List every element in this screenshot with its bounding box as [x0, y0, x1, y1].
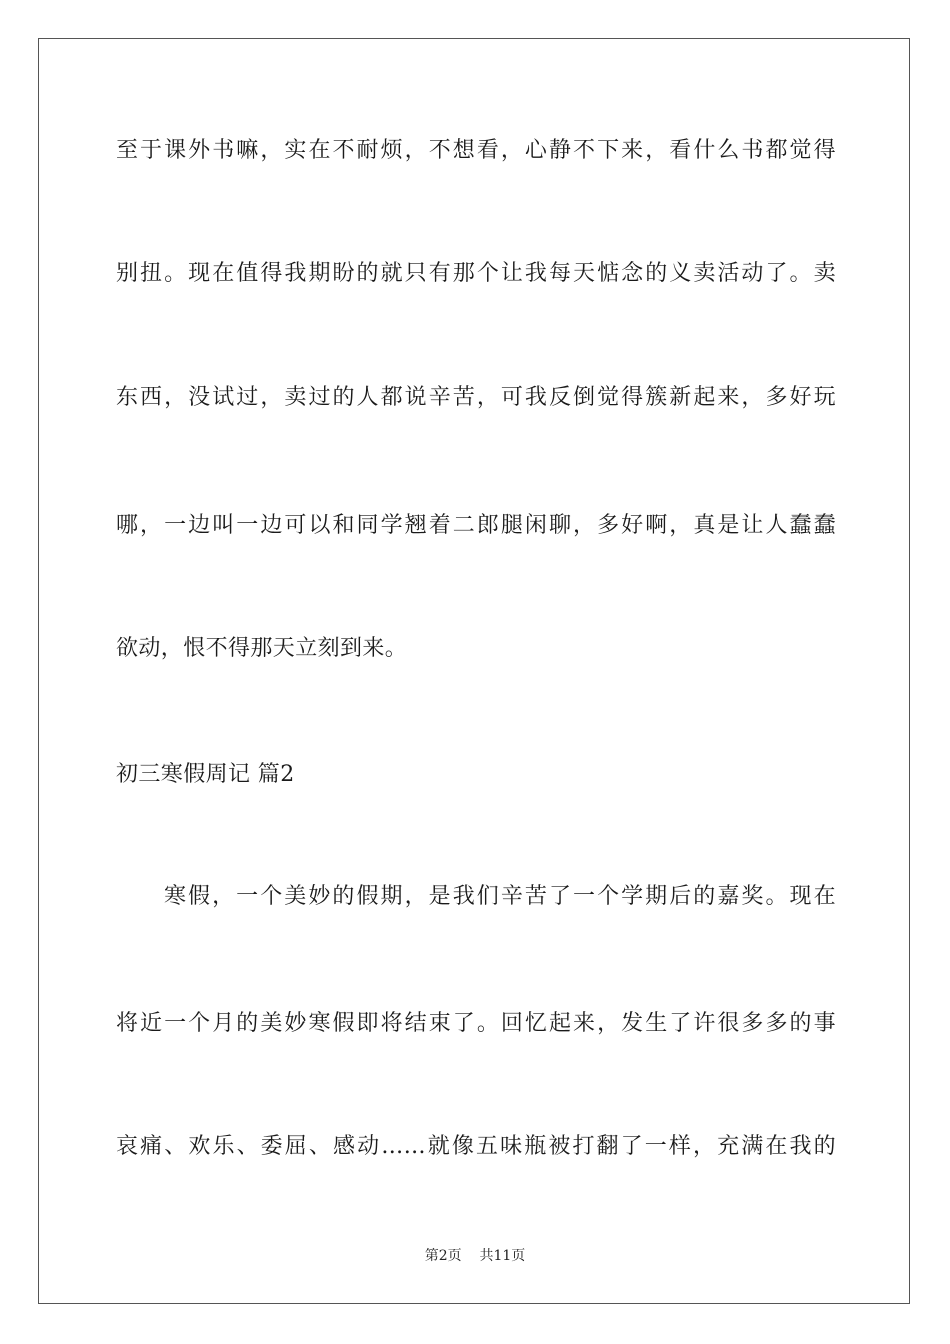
page-footer	[0, 1246, 950, 1266]
paragraph-line: 哪，一边叫一边可以和同学翘着二郎腿闲聊，多好啊，真是让人蠢蠢	[116, 513, 836, 538]
page-number: 第2页	[424, 1248, 462, 1264]
paragraph-line: 寒假，一个美妙的假期，是我们辛苦了一个学期后的嘉奖。现在	[164, 884, 836, 909]
page-border	[38, 38, 910, 1304]
paragraph-line: 至于课外书嘛，实在不耐烦，不想看，心静不下来，看什么书都觉得	[116, 138, 836, 163]
section-title: 初三寒假周记 篇2	[116, 762, 295, 787]
paragraph-line: 东西，没试过，卖过的人都说辛苦，可我反倒觉得簇新起来，多好玩	[116, 385, 836, 410]
paragraph-line: 哀痛、欢乐、委屈、感动……就像五味瓶被打翻了一样，充满在我的	[116, 1134, 836, 1159]
total-pages: 共11页	[479, 1248, 526, 1264]
paragraph-line: 欲动，恨不得那天立刻到来。	[116, 636, 408, 661]
paragraph-line: 别扭。现在值得我期盼的就只有那个让我每天惦念的义卖活动了。卖	[116, 261, 836, 286]
paragraph-line: 将近一个月的美妙寒假即将结束了。回忆起来，发生了许很多多的事	[116, 1011, 836, 1036]
